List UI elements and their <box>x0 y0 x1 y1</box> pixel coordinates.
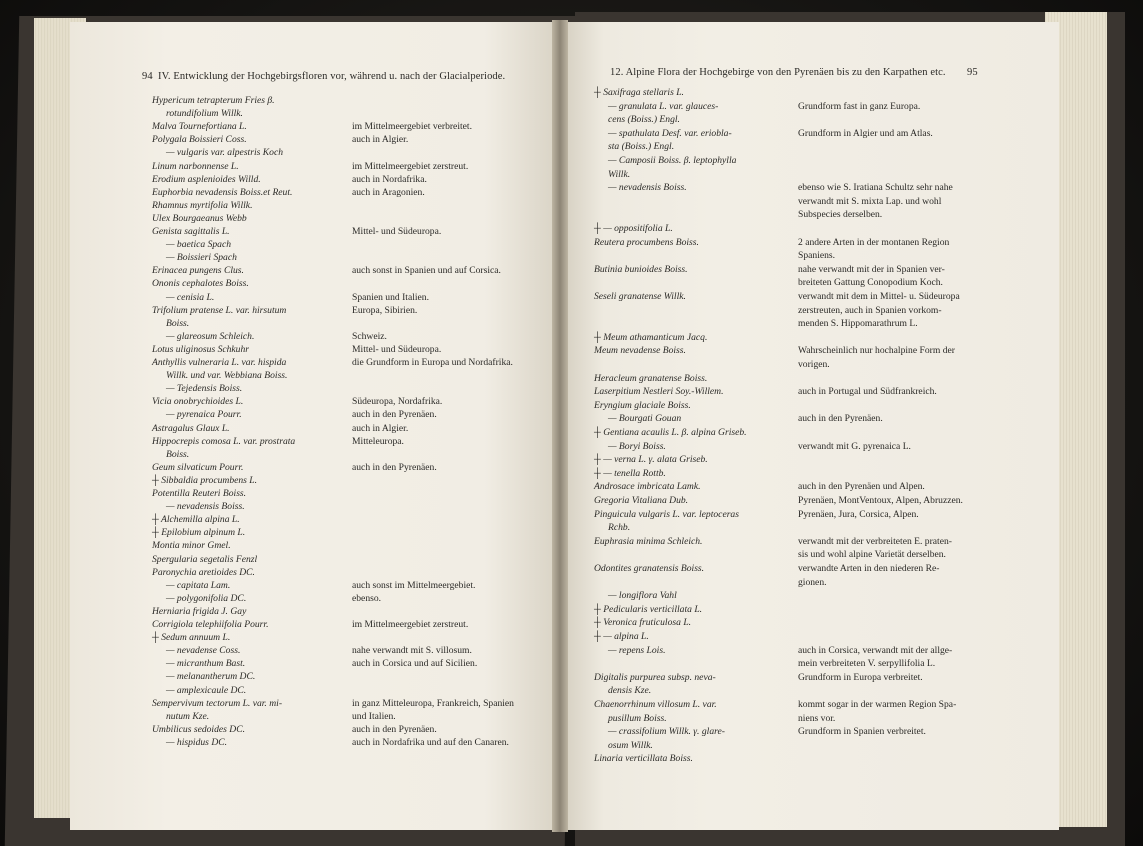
distribution-note: Spanien und Italien. <box>352 291 429 303</box>
species-name: Odontites granatensis Boiss. <box>594 563 705 574</box>
distribution-note: ebenso wie S. Iratiana Schultz sehr nahe <box>798 182 953 194</box>
distribution-note: und Italien. <box>352 710 396 722</box>
species-name: Reutera procumbens Boiss. <box>594 236 699 248</box>
species-name: — Bourgati Gouan <box>608 413 682 425</box>
species-name: — hispidus DC. <box>166 736 228 748</box>
page-number-left: 94 <box>142 71 153 82</box>
distribution-note: ebenso. <box>352 592 382 604</box>
distribution-note: vorigen. <box>798 359 830 370</box>
species-name: — glareosum Schleich. <box>166 330 255 342</box>
distribution-note: Pyrenäen, Jura, Corsica, Alpen. <box>798 508 919 520</box>
species-name: Laserpitium Nestleri Soy.-Willem. <box>594 386 724 398</box>
running-header-left: IV. Entwicklung der Hochgebirgsfloren vor, während u. nach der Glacialperiode. <box>158 71 506 82</box>
distribution-note: Wahrscheinlich nur hochalpine Form der <box>798 345 955 357</box>
species-name: Eryngium glaciale Boiss. <box>594 399 691 411</box>
species-name: — capitata Lam. <box>166 579 231 591</box>
species-name: sta (Boiss.) Engl. <box>608 141 675 153</box>
species-name: Willk. <box>608 168 631 180</box>
distribution-note: auch sonst im Mittelmeergebiet. <box>352 579 476 591</box>
species-name: — granulata L. var. glauces- <box>608 100 719 112</box>
species-name: Hypericum tetrapterum Fries β. <box>152 95 275 106</box>
distribution-note: Grundform fast in ganz Europa. <box>798 100 921 112</box>
distribution-note: Südeuropa, Nordafrika. <box>352 396 443 408</box>
distribution-note: menden S. Hippomarathrum L. <box>798 318 918 330</box>
species-name: densis Kze. <box>608 685 652 697</box>
distribution-note: in ganz Mitteleuropa, Frankreich, Spanien <box>352 697 514 709</box>
distribution-note: auch in den Pyrenäen. <box>352 461 437 473</box>
distribution-note: Mitteleuropa. <box>352 435 404 447</box>
distribution-note: auch in den Pyrenäen und Alpen. <box>798 481 925 493</box>
distribution-note: auch in den Pyrenäen. <box>798 413 883 425</box>
species-name: Ononis cephalotes Boiss. <box>152 278 249 290</box>
species-name: Corrigiola telephiifolia Pourr. <box>152 619 269 630</box>
species-name: Trifolium pratense L. var. hirsutum <box>152 304 287 316</box>
species-name: ┼ Epilobium alpinum L. <box>152 527 246 539</box>
species-name: ┼ Alchemilla alpina L. <box>152 514 240 526</box>
distribution-note: verwandt mit dem in Mittel- u. Südeuropa <box>798 291 960 302</box>
species-name: Erinacea pungens Clus. <box>152 265 244 277</box>
running-header-right: 12. Alpine Flora der Hochgebirge von den Pyrenäen bis zu den Karpathen etc. <box>610 67 946 78</box>
distribution-note: zerstreuten, auch in Spanien vorkom- <box>798 304 942 316</box>
species-name: Geum silvaticum Pourr. <box>152 461 244 473</box>
distribution-note: Grundform in Spanien verbreitet. <box>798 726 926 738</box>
species-name: — repens Lois. <box>608 644 666 656</box>
distribution-note: auch in Algier. <box>352 422 409 434</box>
species-name: Boiss. <box>166 317 190 329</box>
species-name: Meum nevadense Boiss. <box>594 345 686 357</box>
species-name: — crassifolium Willk. γ. glare- <box>608 726 725 738</box>
distribution-note: im Mittelmeergebiet zerstreut. <box>352 619 469 630</box>
species-name: ┼ — oppositifolia L. <box>594 223 673 234</box>
species-name: cens (Boiss.) Engl. <box>608 114 680 126</box>
species-name: Euphorbia nevadensis Boiss.et Reut. <box>152 186 293 198</box>
species-name: ┼ Meum athamanticum Jacq. <box>594 331 708 343</box>
species-name: — baetica Spach <box>166 239 232 251</box>
species-name: Astragalus Glaux L. <box>152 422 230 434</box>
distribution-note: Europa, Sibirien. <box>352 304 418 316</box>
distribution-note: verwandt mit G. pyrenaica L. <box>798 440 911 452</box>
right-page <box>564 22 1059 830</box>
species-name: ┼ Veronica fruticulosa L. <box>594 617 692 629</box>
species-name: nutum Kze. <box>166 710 210 722</box>
distribution-note: auch in Corsica und auf Sicilien. <box>352 658 478 670</box>
distribution-note: im Mittelmeergebiet zerstreut. <box>352 160 469 172</box>
distribution-note: Schweiz. <box>352 330 387 342</box>
book-gutter <box>552 20 568 832</box>
species-name: — Boissieri Spach <box>166 252 237 264</box>
distribution-note: auch in Corsica, verwandt mit der allge- <box>798 644 953 656</box>
species-name: Pinguicula vulgaris L. var. leptoceras <box>594 508 739 520</box>
species-name: Ulex Bourgaeanus Webb <box>152 212 247 224</box>
species-name: Erodium asplenioides Willd. <box>152 173 261 185</box>
species-name: pusillum Boiss. <box>608 712 667 724</box>
distribution-note: auch in Algier. <box>352 134 409 146</box>
species-name: — polygonifolia DC. <box>166 592 247 604</box>
distribution-note: auch in den Pyrenäen. <box>352 723 437 735</box>
species-name: ┼ Sedum annuum L. <box>152 632 231 644</box>
distribution-note: im Mittelmeergebiet verbreitet. <box>352 121 472 133</box>
species-name: osum Willk. <box>608 739 653 751</box>
distribution-note: Mittel- und Südeuropa. <box>352 343 442 355</box>
distribution-note: verwandte Arten in den niederen Re- <box>798 563 940 574</box>
distribution-note: nahe verwandt mit S. villosum. <box>352 645 472 657</box>
distribution-note: verwandt mit S. mixta Lap. und wohl <box>798 195 942 207</box>
species-name: — vulgaris var. alpestris Koch <box>166 147 283 159</box>
distribution-note: gionen. <box>798 576 827 588</box>
species-name: — Camposii Boiss. β. leptophylla <box>608 155 737 166</box>
species-name: — longiflora Vahl <box>608 590 677 602</box>
species-name: Vicia onobrychioides L. <box>152 396 244 408</box>
species-name: Montia minor Gmel. <box>152 540 231 552</box>
species-name: — Tejedensis Boiss. <box>166 383 243 395</box>
distribution-note: auch in Aragonien. <box>352 186 425 198</box>
distribution-note: Grundform in Europa verbreitet. <box>798 671 923 683</box>
species-name: Polygala Boissieri Coss. <box>152 134 247 146</box>
distribution-note: breiteten Gattung Conopodium Koch. <box>798 277 943 289</box>
species-name: Lotus uliginosus Schkuhr <box>152 343 250 355</box>
species-name: Heracleum granatense Boiss. <box>594 372 708 384</box>
species-name: Gregoria Vitaliana Dub. <box>594 495 689 506</box>
distribution-note: verwandt mit der verbreiteten E. praten- <box>798 535 952 547</box>
species-name: rotundifolium Willk. <box>166 108 243 120</box>
species-name: Butinia bunioides Boiss. <box>594 263 688 275</box>
species-name: ┼ Sibbaldia procumbens L. <box>152 474 258 486</box>
species-name: — amplexicaule DC. <box>166 684 247 696</box>
species-name: Genista sagittalis L. <box>152 226 230 237</box>
distribution-note: auch in Nordafrika. <box>352 173 427 185</box>
species-name: — nevadensis Boiss. <box>166 501 245 513</box>
species-name: Boiss. <box>166 448 190 460</box>
distribution-note: Pyrenäen, MontVentoux, Alpen, Abruzzen. <box>798 495 963 506</box>
distribution-note: auch sonst in Spanien und auf Corsica. <box>352 265 501 277</box>
species-name: Euphrasia minima Schleich. <box>594 535 703 547</box>
species-name: — Boryi Boiss. <box>608 440 666 452</box>
species-name: — nevadensis Boiss. <box>608 182 687 194</box>
species-name: Malva Tournefortiana L. <box>152 121 247 133</box>
species-name: — melanantherum DC. <box>166 671 256 683</box>
species-name: Chaenorrhinum villosum L. var. <box>594 699 717 710</box>
species-name: Umbilicus sedoides DC. <box>152 723 246 735</box>
species-name: ┼ Pedicularis verticillata L. <box>594 603 703 615</box>
distribution-note: die Grundform in Europa und Nordafrika. <box>352 357 513 368</box>
species-name: — cenisia L. <box>166 291 215 303</box>
species-name: — nevadense Coss. <box>166 645 241 657</box>
species-name: Herniaria frigida J. Gay <box>152 605 247 617</box>
distribution-note: auch in den Pyrenäen. <box>352 409 437 421</box>
distribution-note: auch in Portugal und Südfrankreich. <box>798 386 937 398</box>
distribution-note: niens vor. <box>798 712 836 724</box>
distribution-note: nahe verwandt mit der in Spanien ver- <box>798 263 945 275</box>
left-page <box>70 22 558 830</box>
distribution-note: Spaniens. <box>798 250 836 262</box>
page-number-right: 95 <box>967 67 978 78</box>
distribution-note: sis und wohl alpine Varietät derselben. <box>798 549 946 561</box>
species-name: Spergularia segetalis Fenzl <box>152 553 258 565</box>
distribution-note: Grundform in Algier und am Atlas. <box>798 127 933 139</box>
species-name: Anthyllis vulneraria L. var. hispida <box>152 357 287 368</box>
species-name: Seseli granatense Willk. <box>594 291 686 302</box>
species-name: ┼ — tenella Rottb. <box>594 467 666 479</box>
species-name: Androsace imbricata Lamk. <box>594 481 701 493</box>
species-name: Hippocrepis comosa L. var. prostrata <box>152 435 296 447</box>
species-name: — spathulata Desf. var. eriobla- <box>608 127 732 139</box>
distribution-note: Mittel- und Südeuropa. <box>352 226 442 237</box>
distribution-note: Subspecies derselben. <box>798 209 883 221</box>
species-name: Linum narbonnense L. <box>152 160 239 172</box>
species-name: Paronychia aretioides DC. <box>152 566 255 578</box>
species-name: Potentilla Reuteri Boiss. <box>152 488 247 499</box>
species-name: Willk. und var. Webbiana Boiss. <box>166 370 288 382</box>
distribution-note: 2 andere Arten in der montanen Region <box>798 236 950 248</box>
distribution-note: kommt sogar in der warmen Region Spa- <box>798 699 957 710</box>
species-name: ┼ Saxifraga stellaris L. <box>594 87 684 98</box>
distribution-note: mein verbreiteten V. serpyllifolia L. <box>798 658 936 670</box>
species-name: ┼ — alpina L. <box>594 631 649 642</box>
species-name: — pyrenaica Pourr. <box>166 409 242 421</box>
species-name: Digitalis purpurea subsp. neva- <box>594 671 716 683</box>
species-name: ┼ — verna L. γ. alata Griseb. <box>594 454 708 466</box>
distribution-note: auch in Nordafrika und auf den Canaren. <box>352 736 509 748</box>
species-name: — micranthum Bast. <box>166 658 246 670</box>
species-name: Rhamnus myrtifolia Willk. <box>152 199 253 211</box>
species-name: Linaria verticillata Boiss. <box>594 753 693 765</box>
species-name: Sempervivum tectorum L. var. mi- <box>152 697 283 709</box>
species-name: ┼ Gentiana acaulis L. β. alpina Griseb. <box>594 427 747 438</box>
species-name: Rchb. <box>608 522 631 534</box>
